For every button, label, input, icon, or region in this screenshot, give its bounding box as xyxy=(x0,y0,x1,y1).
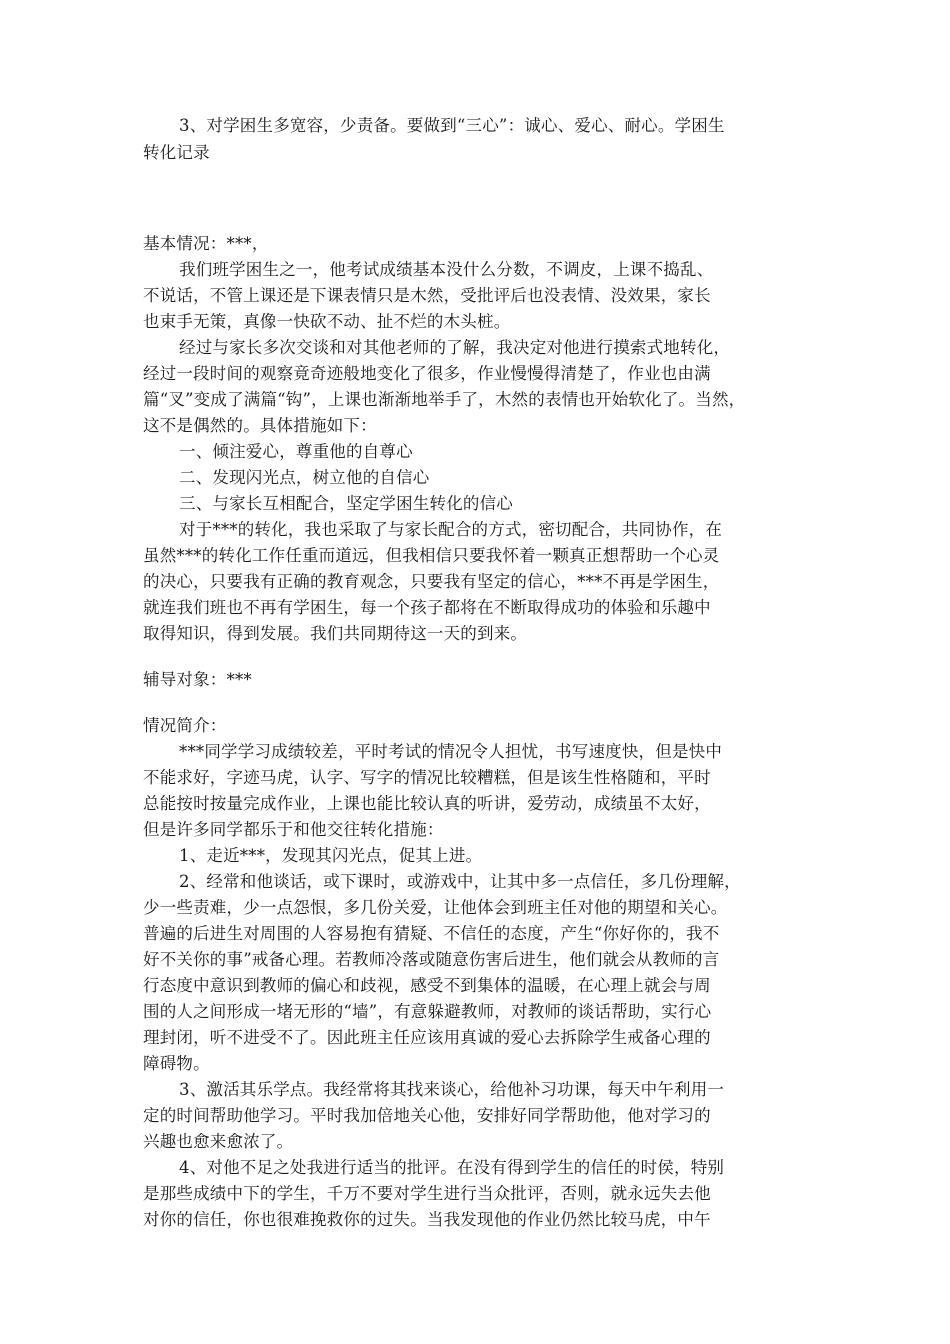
list-item: 4、对他不足之处我进行适当的批评。在没有得到学生的信任的时侯，特别 xyxy=(179,1158,725,1177)
text-line: 好不关你的事”戒备心理。若教师冷落或随意伤害后进生，他们就会从教师的言 xyxy=(143,950,720,969)
section-heading: 基本情况：***， xyxy=(143,234,269,253)
text-line: 取得知识，得到发展。我们共同期待这一天的到来。 xyxy=(143,624,528,643)
text-line: 少一些责难，少一点怨恨，多几份关爱，让他体会到班主任对他的期望和关心。 xyxy=(143,898,728,917)
text-line: 就连我们班也不再有学困生，每一个孩子都将在不断取得成功的体验和乐趣中 xyxy=(143,598,711,617)
text-line: 虽然***的转化工作任重而道远，但我相信只要我怀着一颗真正想帮助一个心灵 xyxy=(143,546,720,565)
text-line: 不能求好，字迹马虎，认字、写字的情况比较糟糕，但是该生性格随和，平时 xyxy=(143,768,711,787)
text-line: 总能按时按量完成作业，上课也能比较认真的听讲，爱劳动，成绩虽不太好， xyxy=(143,794,711,813)
text-line: 定的时间帮助他学习。平时我加倍地关心他，安排好同学帮助他，他对学习的 xyxy=(143,1106,711,1125)
section-heading: 辅导对象：*** xyxy=(143,670,252,689)
text-line: 3、对学困生多宽容，少责备。要做到“三心”：诚心、爱心、耐心。学困生 xyxy=(179,116,725,135)
text-line: 转化记录 xyxy=(143,143,210,162)
list-item: 三、与家长互相配合，坚定学困生转化的信心 xyxy=(179,494,513,513)
text-line: 篇“叉”变成了满篇“钩”，上课也渐渐地举手了，木然的表情也开始软化了。当然， xyxy=(143,390,746,409)
list-item: 3、激活其乐学点。我经常将其找来谈心，给他补习功课，每天中午利用一 xyxy=(179,1080,725,1099)
text-line: 我们班学困生之一，他考试成绩基本没什么分数，不调皮，上课不捣乱、 xyxy=(179,260,714,279)
text-line: 这不是偶然的。具体措施如下： xyxy=(143,416,377,435)
text-line: ***同学学习成绩较差，平时考试的情况令人担忧，书写速度快，但是快中 xyxy=(179,742,723,761)
list-item: 1、走近***，发现其闪光点，促其上进。 xyxy=(179,846,483,865)
list-item: 2、经常和他谈话，或下课时，或游戏中，让其中多一点信任，多几份理解， xyxy=(179,872,741,891)
text-line: 围的人之间形成一堵无形的“墙”，有意躲避教师，对教师的谈话帮助，实行心 xyxy=(143,1002,712,1021)
text-line: 对你的信任，你也很难挽救你的过失。当我发现他的作业仍然比较马虎，中午 xyxy=(143,1210,711,1229)
text-line: 对于***的转化，我也采取了与家长配合的方式，密切配合，共同协作，在 xyxy=(179,520,723,539)
text-line: 理封闭，听不进受不了。因此班主任应该用真诚的爱心去拆除学生戒备心理的 xyxy=(143,1028,711,1047)
text-line: 兴趣也愈来愈浓了。 xyxy=(143,1132,294,1151)
text-line: 障碍物。 xyxy=(143,1054,210,1073)
text-line: 经过一段时间的观察竟奇迹般地变化了很多，作业慢慢得清楚了，作业也由满 xyxy=(143,364,711,383)
text-line: 经过与家长多次交谈和对其他老师的了解，我决定对他进行摸索式地转化， xyxy=(179,338,731,357)
text-line: 的决心，只要我有正确的教育观念，只要我有坚定的信心，***不再是学困生， xyxy=(143,572,720,591)
text-line: 不说话，不管上课还是下课表情只是木然，受批评后也没表情、没效果，家长 xyxy=(143,286,711,305)
text-line: 行态度中意识到教师的偏心和歧视，感受不到集体的温暖，在心理上就会与周 xyxy=(143,976,711,995)
text-line: 是那些成绩中下的学生，千万不要对学生进行当众批评，否则，就永远失去他 xyxy=(143,1184,711,1203)
section-heading: 情况简介： xyxy=(143,716,227,735)
list-item: 一、倾注爱心，尊重他的自尊心 xyxy=(179,442,413,461)
text-line: 但是许多同学都乐于和他交往转化措施： xyxy=(143,820,444,839)
list-item: 二、发现闪光点，树立他的自信心 xyxy=(179,468,430,487)
text-line: 普遍的后进生对周围的人容易抱有猜疑、不信任的态度，产生“你好你的，我不 xyxy=(143,924,720,943)
text-line: 也束手无策，真像一快砍不动、扯不烂的木头桩。 xyxy=(143,312,511,331)
